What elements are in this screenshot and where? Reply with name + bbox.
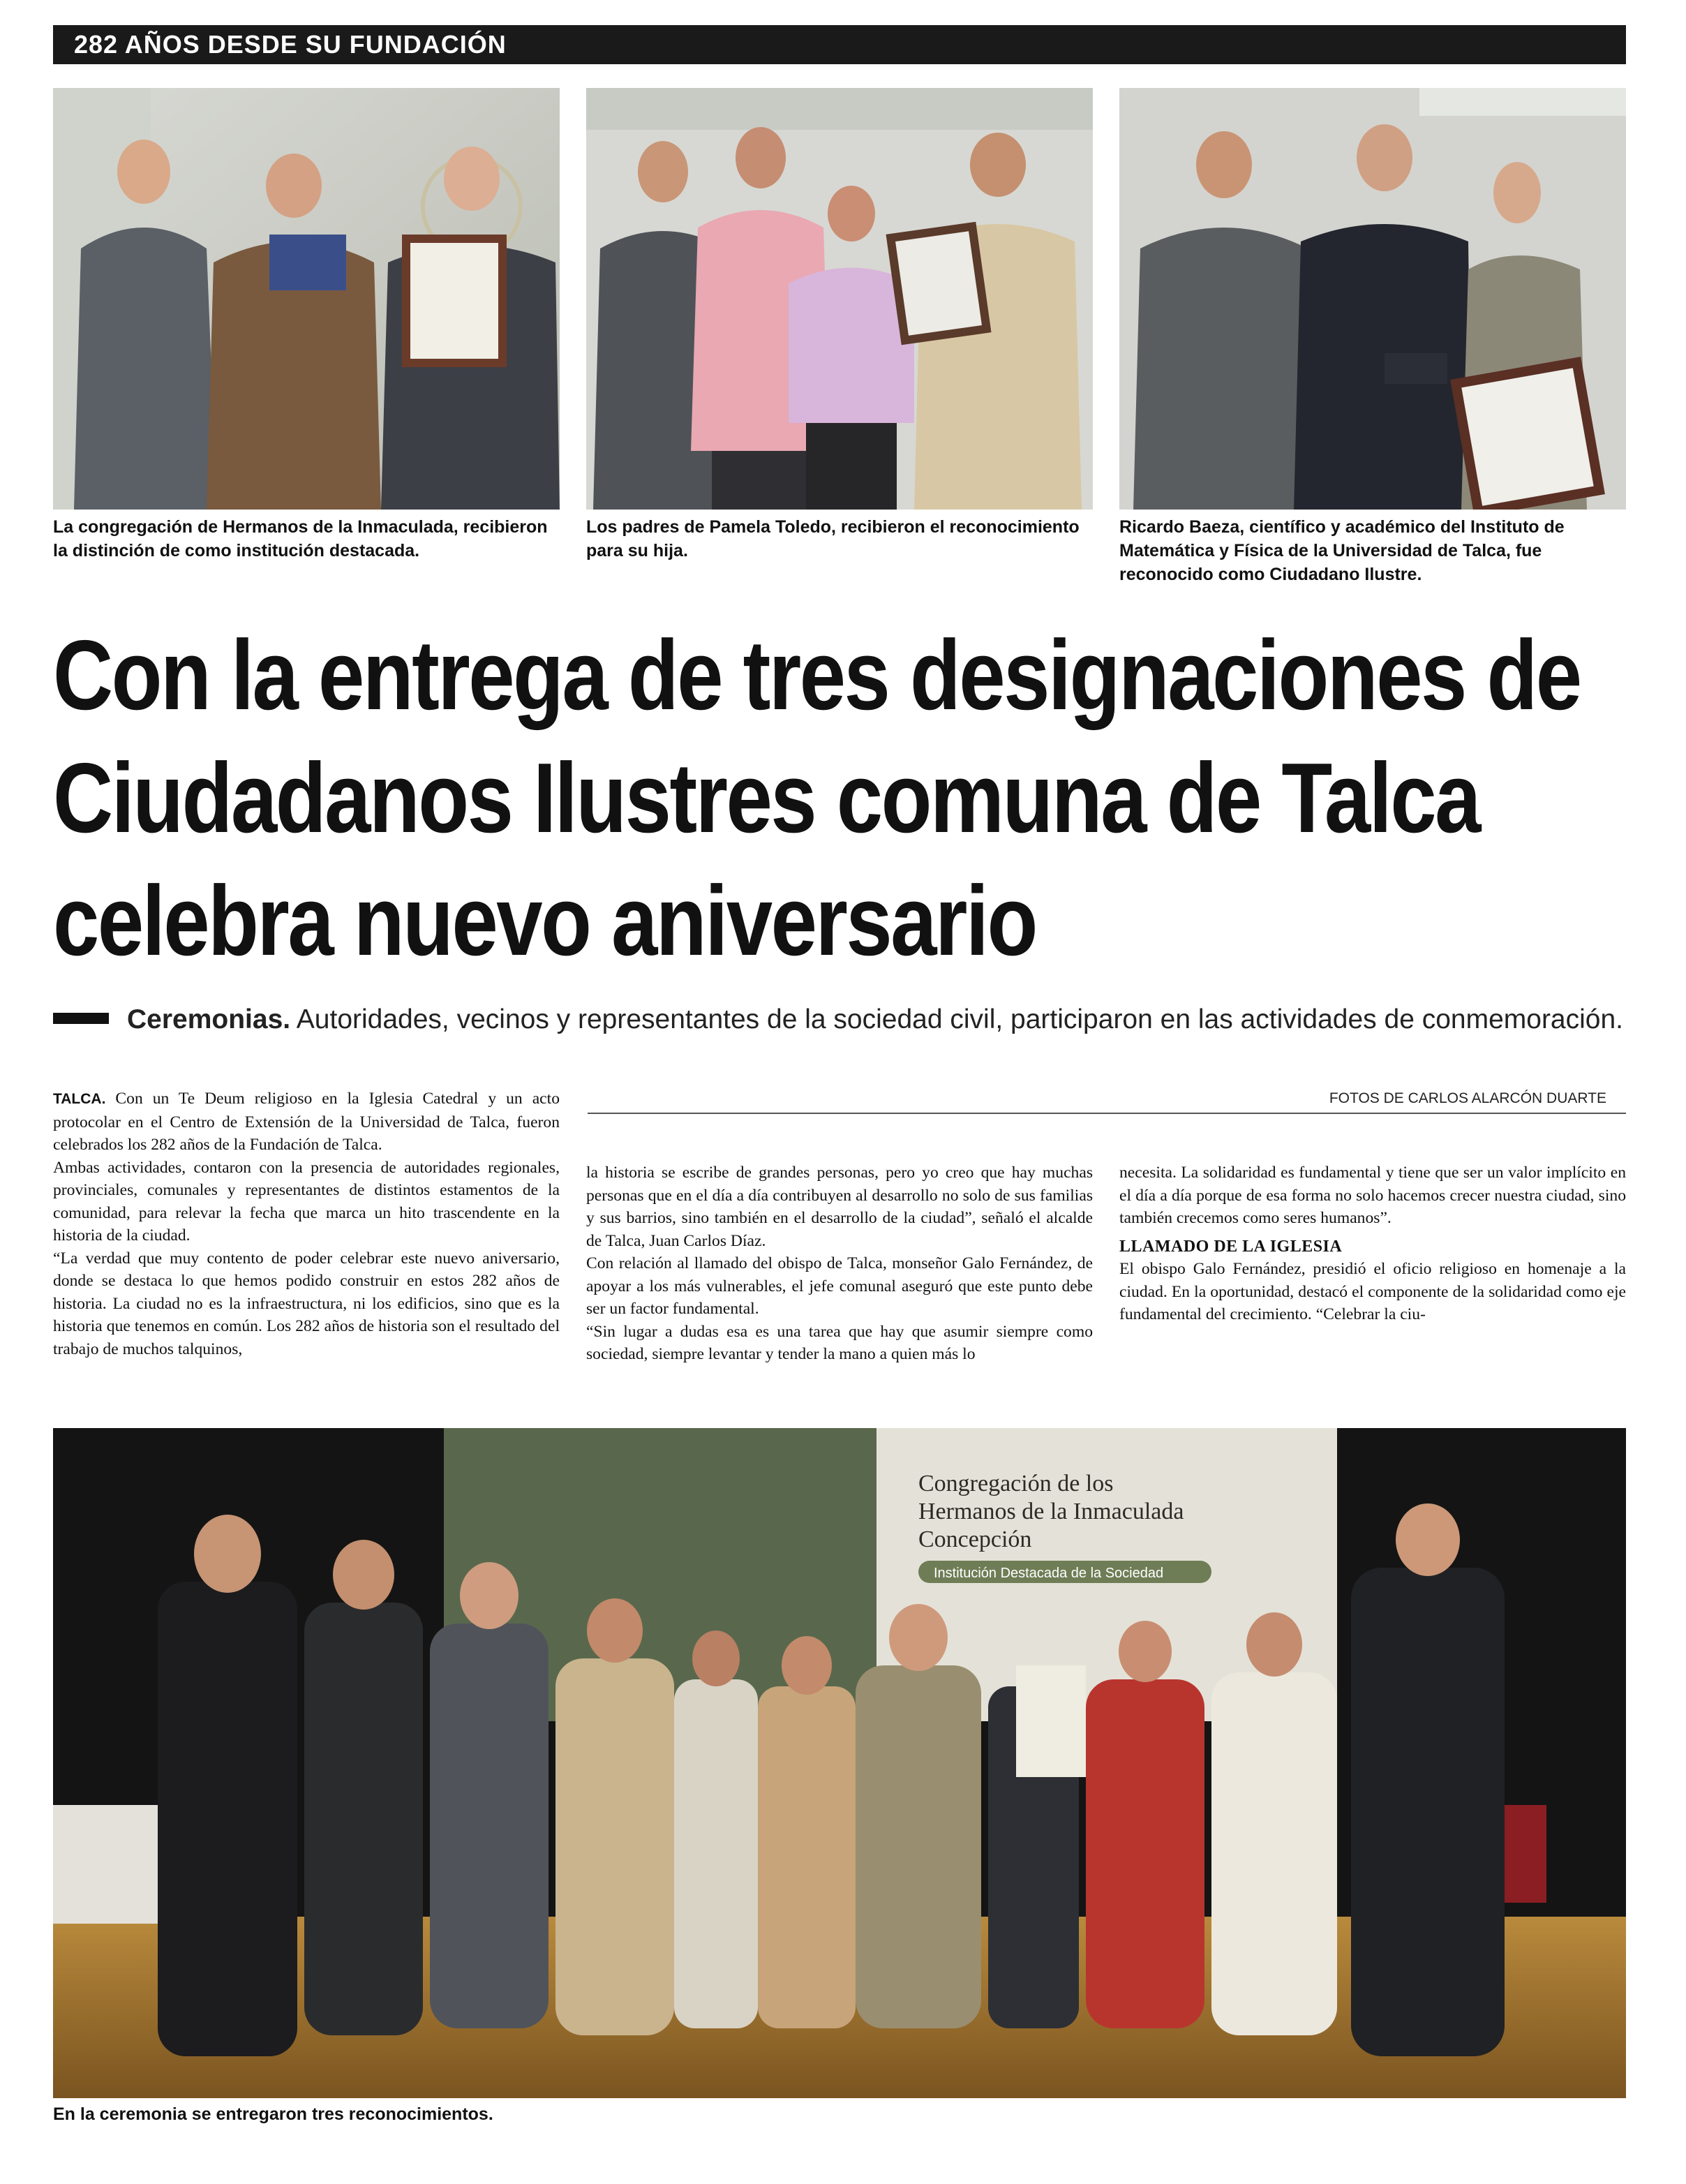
screen-title-line-2: Hermanos de la Inmaculada bbox=[918, 1499, 1184, 1524]
paragraph: Ambas actividades, contaron con la presencia de autoridades regionales, provinciales, comunales y representantes de distintos estamentos de la comunidad, para relevar la fecha que marca un hito trascendente en la historia de la ciudad. bbox=[53, 1158, 560, 1245]
body-text: Con un Te Deum religioso en la Iglesia Catedral y un acto protocolar en el Centro de Extensión de la Universidad de Talca, fueron celebrados los 282 años de la Fundación de Talca. bbox=[53, 1090, 560, 1154]
photo-ceremonia bbox=[53, 1428, 1626, 2098]
headline-line-1: Con la entrega de tres designaciones de bbox=[53, 620, 1581, 731]
screen-title-line-3: Concepción bbox=[918, 1526, 1032, 1552]
screen-badge: Institución Destacada de la Sociedad bbox=[934, 1566, 1164, 1581]
photo-hermanos bbox=[53, 88, 560, 510]
photo-ricardo-baeza bbox=[1119, 88, 1626, 510]
body-column-1 bbox=[53, 1087, 560, 1360]
photo-hermanos-caption: La congregación de Hermanos de la Inmaculada, recibieron la distinción de como institución destacada. bbox=[53, 517, 548, 560]
paragraph: “La verdad que muy contento de poder celebrar este nuevo aniversario, donde se destaca lo que hemos podido construir en estos 282 años de historia. La ciudad no es la infraestructura, ni los edificios, sino que es la historia que tenemos en común. Los 282 años de historia son el resultado del trabajo de muchos talquinos, bbox=[53, 1249, 560, 1358]
deck-rule bbox=[53, 1013, 109, 1024]
photo-ceremonia-caption: En la ceremonia se entregaron tres reconocimientos. bbox=[53, 2104, 493, 2124]
paragraph: la historia se escribe de grandes personas, pero yo creo que hay muchas personas que en el día a día contribuyen al desarrollo no solo de sus familias y sus barrios, sino también en el desarrollo de la ciudad”, señaló el alcalde de Talca, Juan Carlos Díaz. bbox=[586, 1164, 1093, 1250]
photo-credit: FOTOS DE CARLOS ALARCÓN DUARTE bbox=[588, 1086, 1626, 1114]
deck-kicker: Ceremonias. bbox=[127, 1004, 291, 1034]
screen-title-line-1: Congregación de los bbox=[918, 1471, 1114, 1496]
paragraph: El obispo Galo Fernández, presidió el oficio religioso en homenaje a la ciudad. En la oportunidad, destacó el componente de la solidaridad como eje fundamental del crecimiento. “Celebrar la ciu- bbox=[1119, 1260, 1626, 1323]
body-column-3 bbox=[1119, 1161, 1626, 1326]
paragraph: “Sin lugar a dudas esa es una tarea que hay que asumir siempre como sociedad, siempre levantar y tender la mano a quien más lo bbox=[586, 1322, 1093, 1363]
deck-text: Autoridades, vecinos y representantes de la sociedad civil, participaron en las actividades de conmemoración. bbox=[290, 1004, 1624, 1034]
photo-ricardo-baeza-caption: Ricardo Baeza, científico y académico del Instituto de Matemática y Física de la Universidad de Talca, fue reconocido como Ciudadano Ilustre. bbox=[1119, 517, 1565, 584]
dateline: TALCA. bbox=[53, 1091, 106, 1107]
section-bar bbox=[53, 25, 1626, 64]
photo-padres-toledo-caption: Los padres de Pamela Toledo, recibieron el reconocimiento para su hija. bbox=[586, 517, 1080, 560]
deck bbox=[53, 1002, 1630, 1037]
photo-padres-toledo bbox=[586, 88, 1093, 510]
headline-line-2: Ciudadanos Ilustres comuna de Talca bbox=[53, 743, 1479, 854]
paragraph: necesita. La solidaridad es fundamental y tiene que ser un valor implícito en el día a día porque de esa forma no solo hacemos crecer nuestra ciudad, sino también crecemos como seres humanos”. bbox=[1119, 1164, 1626, 1227]
headline bbox=[53, 614, 1636, 983]
paragraph: Con relación al llamado del obispo de Talca, monseñor Galo Fernández, de apoyar a los más vulnerables, el jefe comunal aseguró que este punto debe ser un factor fundamental. bbox=[586, 1254, 1093, 1318]
body-column-2 bbox=[586, 1161, 1093, 1366]
section-label: 282 AÑOS DESDE SU FUNDACIÓN bbox=[74, 30, 507, 59]
paragraph bbox=[53, 1087, 560, 1157]
headline-line-3: celebra nuevo aniversario bbox=[53, 866, 1036, 976]
subhead: LLAMADO DE LA IGLESIA bbox=[1119, 1237, 1343, 1256]
